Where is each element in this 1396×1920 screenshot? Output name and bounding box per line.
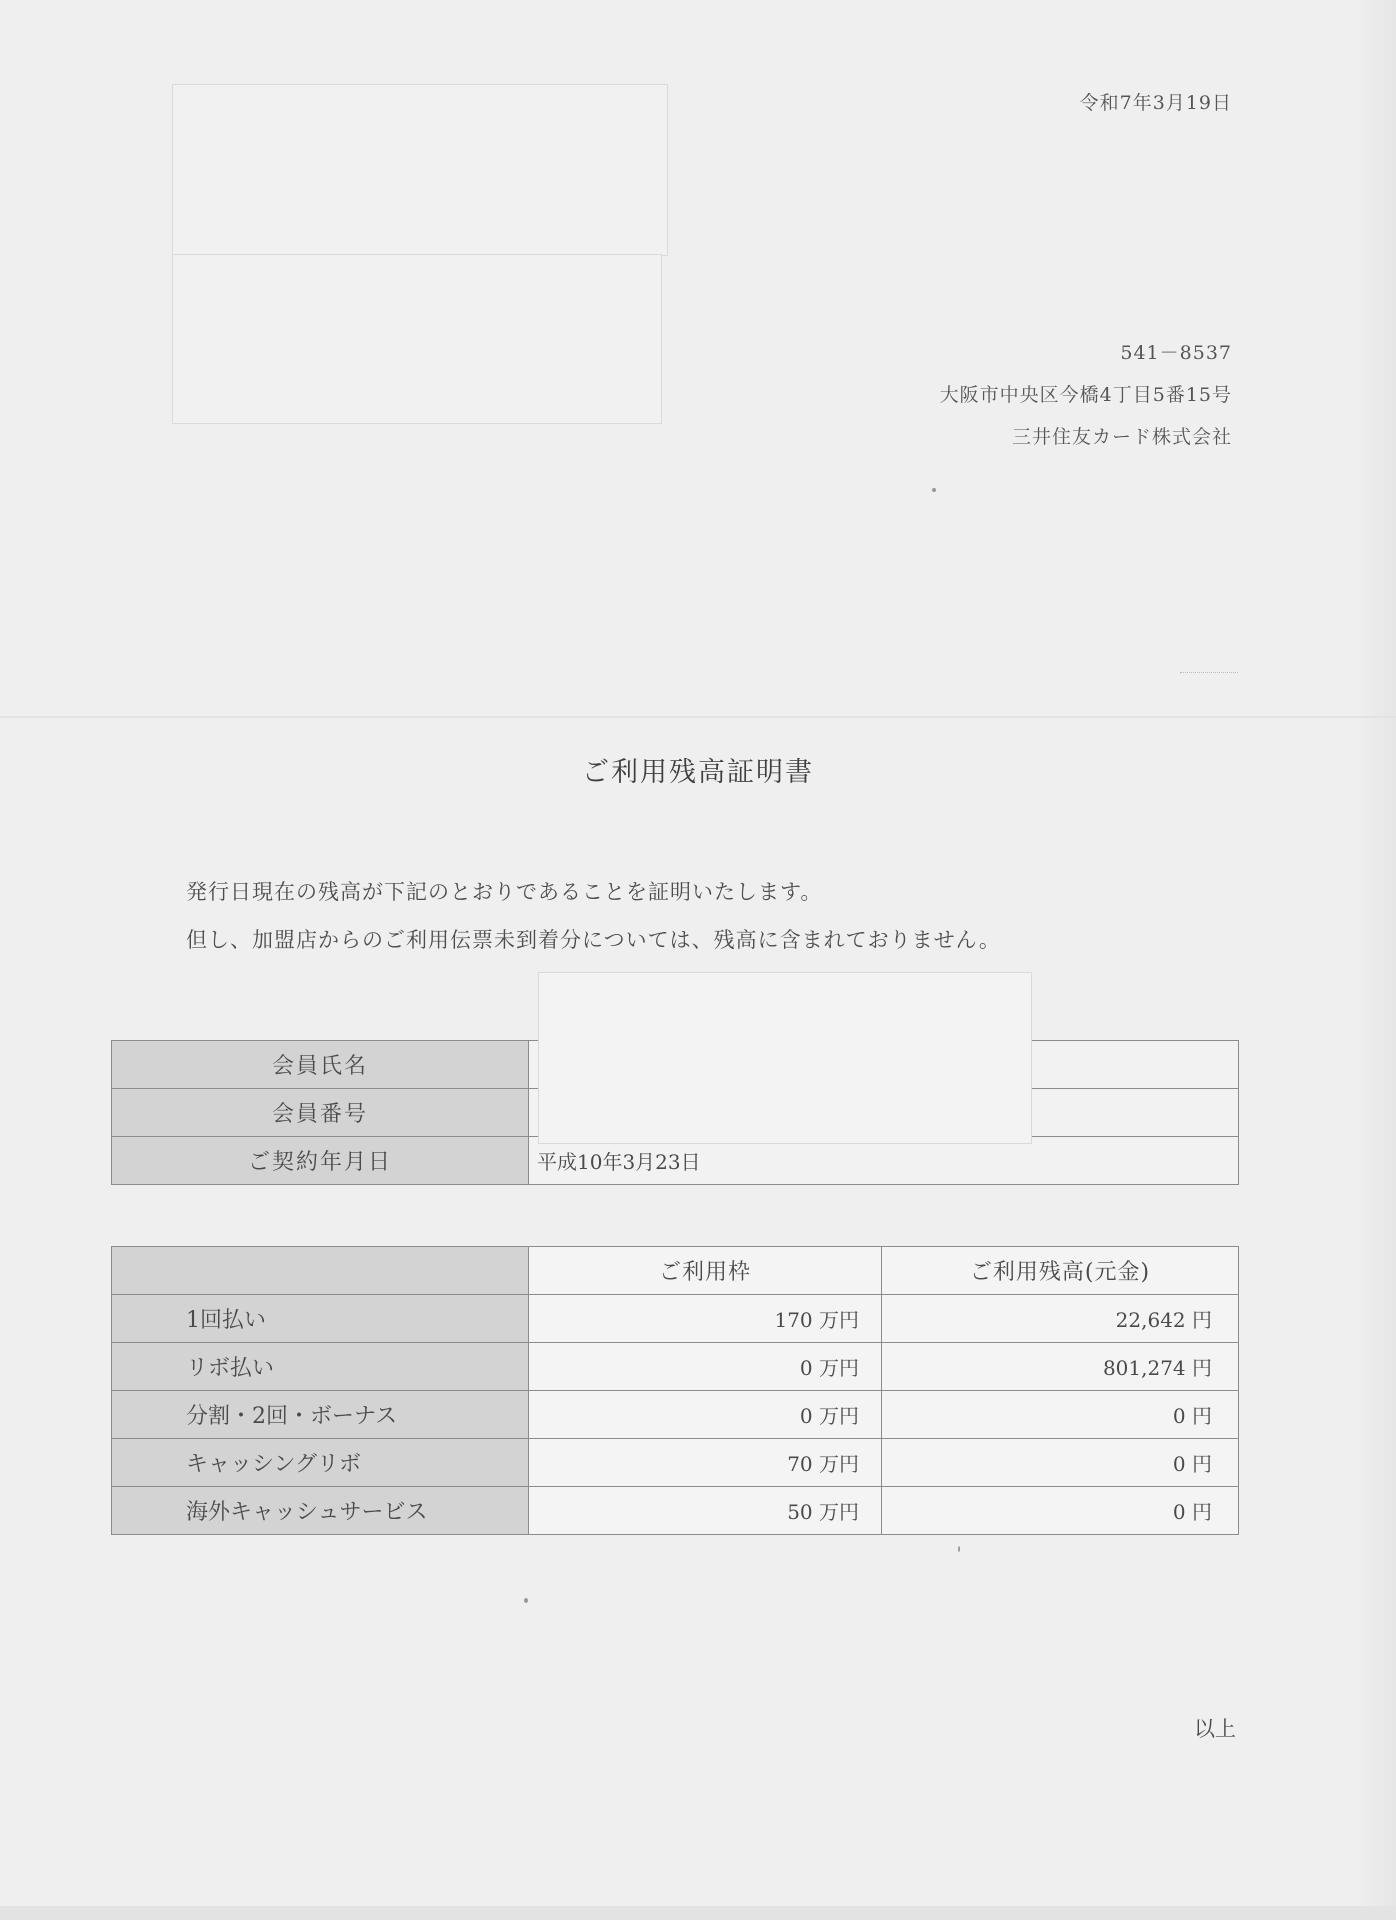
redacted-recipient-name bbox=[172, 254, 662, 424]
row-name: 海外キャッシュサービス bbox=[112, 1487, 529, 1535]
redacted-recipient-address bbox=[172, 84, 668, 256]
issue-date: 令和7年3月19日 bbox=[1079, 92, 1232, 114]
member-number-label: 会員番号 bbox=[112, 1089, 529, 1137]
row-name: 1回払い bbox=[112, 1295, 529, 1343]
sender-address: 大阪市中央区今橋4丁目5番15号 bbox=[939, 384, 1232, 406]
row-balance: 0 円 bbox=[882, 1391, 1239, 1439]
table-row bbox=[112, 1295, 1239, 1343]
dotted-mark bbox=[1180, 672, 1238, 673]
header-corner-cell bbox=[112, 1247, 529, 1295]
table-row bbox=[112, 1487, 1239, 1535]
row-limit: 0 万円 bbox=[529, 1391, 882, 1439]
table-header-row bbox=[112, 1247, 1239, 1295]
closing-text: 以上 bbox=[1194, 1717, 1236, 1741]
row-limit: 170 万円 bbox=[529, 1295, 882, 1343]
row-limit: 0 万円 bbox=[529, 1343, 882, 1391]
row-name: 分割・2回・ボーナス bbox=[112, 1391, 529, 1439]
row-balance: 0 円 bbox=[882, 1487, 1239, 1535]
statement-line-2: 但し、加盟店からのご利用伝票未到着分については、残高に含まれておりません。 bbox=[186, 928, 1001, 952]
scan-speck bbox=[524, 1598, 528, 1603]
member-name-label: 会員氏名 bbox=[112, 1041, 529, 1089]
sender-postal-code: 541－8537 bbox=[1120, 342, 1232, 364]
table-row bbox=[112, 1343, 1239, 1391]
header-usage-limit: ご利用枠 bbox=[529, 1247, 882, 1295]
fold-line bbox=[0, 716, 1396, 718]
row-name: リボ払い bbox=[112, 1343, 529, 1391]
row-balance: 0 円 bbox=[882, 1439, 1239, 1487]
page-bottom-edge bbox=[0, 1906, 1396, 1920]
scan-speck bbox=[958, 1546, 960, 1552]
table-row bbox=[112, 1439, 1239, 1487]
row-limit: 70 万円 bbox=[529, 1439, 882, 1487]
redacted-member-details bbox=[538, 972, 1032, 1144]
header-usage-balance: ご利用残高(元金) bbox=[882, 1247, 1239, 1295]
statement-line-1: 発行日現在の残高が下記のとおりであることを証明いたします。 bbox=[186, 880, 823, 904]
contract-date-value: 平成10年3月23日 bbox=[529, 1137, 1239, 1185]
page-edge-shadow bbox=[1356, 0, 1396, 1920]
contract-date-label: ご契約年月日 bbox=[112, 1137, 529, 1185]
row-balance: 22,642 円 bbox=[882, 1295, 1239, 1343]
document-title: ご利用残高証明書 bbox=[582, 757, 814, 788]
row-balance: 801,274 円 bbox=[882, 1343, 1239, 1391]
usage-table bbox=[111, 1246, 1239, 1535]
row-limit: 50 万円 bbox=[529, 1487, 882, 1535]
table-row bbox=[112, 1391, 1239, 1439]
row-name: キャッシングリボ bbox=[112, 1439, 529, 1487]
sender-company: 三井住友カード株式会社 bbox=[1011, 426, 1232, 448]
scan-speck bbox=[932, 488, 936, 492]
